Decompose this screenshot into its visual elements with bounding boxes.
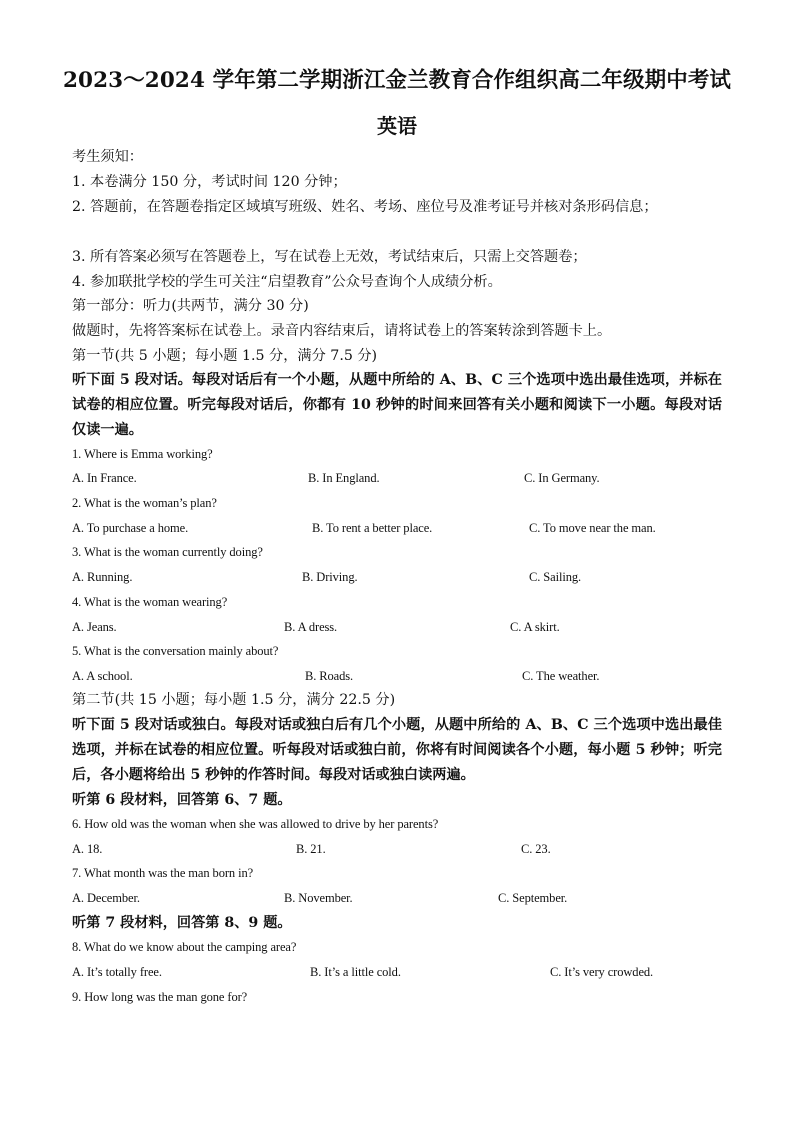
- question-5-option-a: A. A school.: [72, 669, 133, 683]
- question-3-stem: 3. What is the woman currently doing?: [72, 545, 263, 559]
- question-6-stem: 6. How old was the woman when she was allowed to drive by her parents?: [72, 817, 439, 831]
- question-5-stem: 5. What is the conversation mainly about?: [72, 644, 279, 658]
- section2-heading: 第二节(共 15 小题；每小题 1.5 分，满分 22.5 分): [72, 692, 396, 708]
- question-5-option-b: B. Roads.: [305, 669, 354, 683]
- question-7-option-b: B. November.: [284, 891, 353, 905]
- material-7-heading: 听第 7 段材料，回答第 8、9 题。: [72, 915, 292, 931]
- question-8-stem: 8. What do we know about the camping area?: [72, 940, 297, 954]
- question-8-option-c: C. It’s very crowded.: [550, 965, 654, 979]
- question-7-stem: 7. What month was the man born in?: [72, 866, 254, 880]
- question-8-option-b: B. It’s a little cold.: [310, 965, 401, 979]
- question-7-option-c: C. September.: [498, 891, 568, 905]
- part1-instruction: 做题时，先将答案标在试卷上。录音内容结束后，请将试卷上的答案转涂到答题卡上。: [72, 323, 612, 339]
- notice-item-2: 2. 答题前，在答题卷指定区域填写班级、姓名、考场、座位号及准考证号并核对条形码信息；: [72, 199, 658, 215]
- question-1-stem: 1. Where is Emma working?: [72, 447, 213, 461]
- question-6-option-b: B. 21.: [296, 842, 326, 856]
- question-2-stem: 2. What is the woman’s plan?: [72, 496, 217, 510]
- section1-heading: 第一节(共 5 小题；每小题 1.5 分，满分 7.5 分): [72, 348, 378, 364]
- question-2-option-a: A. To purchase a home.: [72, 521, 189, 535]
- part1-heading: 第一部分：听力(共两节，满分 30 分): [72, 298, 309, 314]
- question-3-option-a: A. Running.: [72, 570, 133, 584]
- question-4-option-b: B. A dress.: [284, 620, 338, 634]
- section2-instruction: 听下面 5 段对话或独白。每段对话或独白后有几个小题，从题中所给的 A、B、C 三个选项中选出最佳选项，并标在试卷的相应位置。听每段对话或独白前，你将有时间阅读各个小题，每小题 5 秒钟；听完后，各小题将给出 5 秒钟的作答时间。每段对话或独白读两遍。: [72, 717, 722, 783]
- question-3-option-b: B. Driving.: [302, 570, 358, 584]
- notice-heading: 考生须知：: [72, 149, 143, 165]
- notice-item-3: 3. 所有答案必须写在答题卷上，写在试卷上无效，考试结束后，只需上交答题卷；: [72, 249, 587, 265]
- question-4-option-c: C. A skirt.: [510, 620, 560, 634]
- question-5-option-c: C. The weather.: [522, 669, 600, 683]
- notice-item-1: 1. 本卷满分 150 分，考试时间 120 分钟；: [72, 174, 347, 190]
- question-4-option-a: A. Jeans.: [72, 620, 117, 634]
- question-2-option-b: B. To rent a better place.: [312, 521, 433, 535]
- question-6-option-c: C. 23.: [521, 842, 551, 856]
- question-9-stem: 9. How long was the man gone for?: [72, 990, 248, 1004]
- section1-instruction: 听下面 5 段对话。每段对话后有一个小题，从题中所给的 A、B、C 三个选项中选出最佳选项，并标在试卷的相应位置。听完每段对话后，你都有 10 秒钟的时间来回答有关小题和阅读下一小题。每段对话仅读一遍。: [72, 372, 722, 438]
- question-4-stem: 4. What is the woman wearing?: [72, 595, 228, 609]
- notice-item-4: 4. 参加联批学校的学生可关注“启望教育”公众号查询个人成绩分析。: [72, 274, 502, 290]
- question-1-option-b: B. In England.: [308, 471, 380, 485]
- exam-subject: 英语: [377, 114, 417, 138]
- question-2-option-c: C. To move near the man.: [529, 521, 656, 535]
- question-6-option-a: A. 18.: [72, 842, 103, 856]
- question-1-option-a: A. In France.: [72, 471, 137, 485]
- question-7-option-a: A. December.: [72, 891, 140, 905]
- question-3-option-c: C. Sailing.: [529, 570, 582, 584]
- exam-title: 2023～2024 学年第二学期浙江金兰教育合作组织高二年级期中考试: [62, 68, 732, 93]
- question-8-option-a: A. It’s totally free.: [72, 965, 162, 979]
- question-1-option-c: C. In Germany.: [524, 471, 600, 485]
- material-6-heading: 听第 6 段材料，回答第 6、7 题。: [72, 792, 292, 808]
